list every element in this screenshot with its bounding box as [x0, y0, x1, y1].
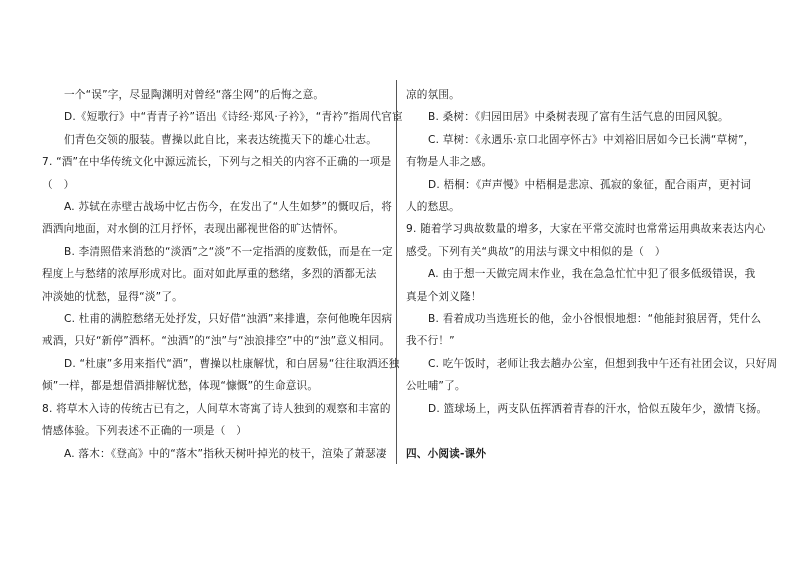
option-d: D.《短歌行》中“青青子衿”语出《诗经·郑风·子衿》，“青衿”指周代官宦 — [64, 111, 403, 124]
section-heading: 四、小阅读-课外 — [406, 447, 487, 460]
option-b: B. 桑树：《归园田居》中桑树表现了富有生活气息的田园风貌。 — [428, 111, 729, 124]
question-8: 8. 将草木入诗的传统古已有之，人间草木寄寓了诗人独到的观察和丰富的 — [42, 402, 391, 415]
text-line: 凉的氛围。 — [406, 89, 460, 101]
option-a: A. 苏轼在赤壁古战场中忆古伤今，在发出了“人生如梦”的慨叹后，将 — [64, 201, 392, 214]
option-b: B. 看着成功当选班长的他，金小谷恨恨地想：“他能封狼居胥，凭什么 — [428, 313, 762, 326]
text-line: 倾”一样，都是想借酒排解忧愁，体现“慷慨”的生命意识。 — [42, 380, 319, 393]
text-line: 我不行！” — [406, 335, 455, 348]
option-c: C. 吃午饭时，老师让我去趟办公室，但想到我中午还有社团会议，只好周 — [428, 357, 778, 370]
option-d: D. “杜康”多用来指代“酒”，曹操以杜康解忧，和白居易“往往取酒还独 — [64, 357, 400, 370]
option-a: A. 落木：《登高》中的“落木”指秋天树叶掉光的枝干，渲染了萧瑟凄 — [64, 447, 387, 460]
text-line: 一个“误”字，尽显陶渊明对曾经“落尘网”的后悔之意。 — [64, 89, 325, 101]
text-line: 程度上与愁绪的浓厚形成对比。面对如此厚重的愁绪，多烈的酒都无法 — [42, 268, 377, 281]
text-line: 人的愁思。 — [406, 201, 460, 214]
option-c: C. 杜甫的满腔愁绪无处抒发，只好借“浊酒”来排遣，奈何他晚年因病 — [64, 313, 393, 326]
answer-blank: （ ） — [42, 178, 75, 191]
column-divider — [396, 80, 397, 464]
question-9: 9. 随着学习典故数量的增多，大家在平常交流时也常常运用典故来表达内心 — [406, 223, 766, 236]
text-line: 感受。下列有关“典故”的用法与课文中相似的是（ ） — [406, 245, 666, 258]
text-line: 情感体验。下列表述不正确的一项是（ ） — [42, 425, 248, 438]
option-c: C. 草树：《永遇乐·京口北固亭怀古》中刘裕旧居如今已长满“草树”， — [428, 133, 755, 146]
text-line: 戒酒，只好“新停”酒杯。“浊酒”的“浊”与“浊浪排空”中的“浊”意义相同。 — [42, 335, 391, 348]
option-d: D. 梧桐：《声声慢》中梧桐是悲凉、孤寂的象征，配合雨声，更衬词 — [428, 178, 752, 191]
question-7: 7. “酒”在中华传统文化中源远流长，下列与之相关的内容不正确的一项是 — [42, 156, 392, 169]
text-line: 们青色交领的服装。曹操以此自比，来表达统揽天下的雄心壮志。 — [64, 133, 378, 146]
text-line: 酒洒向地面，对水倒的江月抒怀，表现出鄙视世俗的旷达情怀。 — [42, 223, 345, 236]
text-line: 冲淡她的忧愁，显得“淡”了。 — [42, 290, 183, 303]
option-b: B. 李清照借来消愁的“淡酒”之“淡”不一定指酒的度数低，而是在一定 — [64, 245, 393, 258]
option-d: D. 篮球场上，两支队伍挥洒着青春的汗水，恰似五陵年少，激情飞扬。 — [428, 402, 768, 415]
text-line: 公吐哺”了。 — [406, 380, 466, 393]
text-line: 有物是人非之感。 — [406, 156, 493, 169]
text-line: 真是个刘义隆！ — [406, 290, 482, 303]
left-column — [42, 84, 403, 465]
right-column — [406, 84, 778, 465]
spacer-line — [406, 420, 754, 442]
option-a: A. 由于想一天做完周末作业，我在急急忙忙中犯了很多低级错误，我 — [428, 268, 756, 281]
